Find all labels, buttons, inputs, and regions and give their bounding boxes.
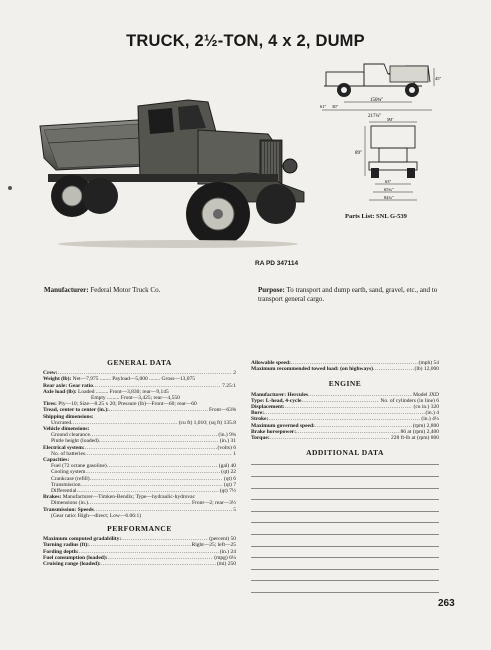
spec-label: Turning radius (ft): bbox=[43, 542, 89, 549]
dim-front-overhang: 61" bbox=[320, 104, 327, 109]
performance-heading: PERFORMANCE bbox=[107, 524, 172, 534]
left-column bbox=[43, 360, 236, 567]
spec-label: (Gear ratio: High—direct; Low—6.06:1) bbox=[51, 512, 142, 519]
dim-wheelbase: 150¾" bbox=[370, 98, 384, 103]
dim-overall-length: 217¼" bbox=[368, 114, 382, 119]
spec-row bbox=[251, 435, 439, 441]
side-view-diagram bbox=[318, 52, 443, 122]
general-data-table bbox=[43, 370, 236, 519]
spec-value: 86 at (rpm) 2,400 bbox=[400, 428, 439, 435]
spec-row bbox=[251, 366, 439, 372]
spec-value: (percent) 50 bbox=[209, 536, 236, 543]
spec-label: Bore: bbox=[251, 410, 265, 417]
dim-overall-width: 90" bbox=[387, 118, 395, 123]
purpose-value: To transport and dump earth, sand, gravel, etc., and to transport general cargo. bbox=[258, 286, 438, 303]
spec-value: (qt) 6 bbox=[223, 475, 236, 482]
truck-photo bbox=[38, 88, 306, 250]
spec-value: (rpm) 2,800 bbox=[412, 422, 439, 429]
manufacturer-label: Manufacturer: bbox=[44, 286, 89, 294]
dim-overall-height: 89" bbox=[355, 151, 363, 156]
spec-value: 1 bbox=[233, 450, 236, 457]
spec-value: (in.) 4 bbox=[425, 410, 439, 417]
leader-dots bbox=[373, 366, 414, 372]
spec-label: Capacities: bbox=[43, 457, 70, 464]
engine-table bbox=[251, 392, 439, 442]
spec-label: Type: L-head, 4-cycle bbox=[251, 397, 302, 404]
spec-label: Axle load (lb): Loaded ......... Front—3,830; rear—9,145 bbox=[43, 388, 169, 395]
spec-value: (cu in.) 320 bbox=[413, 404, 439, 411]
spec-value: (volts) 6 bbox=[217, 444, 236, 451]
blank-rule bbox=[251, 476, 439, 477]
speed-table bbox=[251, 360, 439, 372]
spec-label: Cruising range (loaded): bbox=[43, 561, 101, 568]
spec-label: Differential bbox=[51, 488, 77, 495]
spec-label: Vehicle dimensions: bbox=[43, 426, 90, 433]
spec-value: 5 bbox=[233, 506, 236, 513]
spec-label: Maximum recommended towed load: (on highways) bbox=[251, 366, 373, 373]
blank-rule bbox=[251, 499, 439, 500]
photo-caption: RA PD 347114 bbox=[255, 260, 299, 267]
front-view-diagram bbox=[355, 118, 430, 206]
spec-row bbox=[43, 513, 236, 519]
leader-dots bbox=[101, 561, 216, 567]
page-title: TRUCK, 2½-TON, 4 x 2, DUMP bbox=[126, 32, 365, 50]
spec-value: (mph) 54 bbox=[418, 360, 439, 366]
binder-hole bbox=[8, 186, 12, 190]
spec-value: (in.) 31 bbox=[219, 438, 236, 445]
spec-value: (lb) 12,000 bbox=[414, 366, 439, 373]
dim-tread-front: 63" bbox=[385, 179, 392, 184]
spec-value: (mi) 250 bbox=[216, 561, 236, 568]
spec-label: Fuel (72 octane gasoline) bbox=[51, 463, 107, 470]
leader-dots bbox=[270, 435, 390, 441]
spec-row bbox=[43, 561, 236, 567]
spec-label: Brake horsepower: bbox=[251, 428, 297, 435]
spec-value: (cu ft) 1,010; (sq ft) 135.8 bbox=[178, 419, 236, 426]
blank-rule bbox=[251, 534, 439, 535]
dim-rear-height: 45" bbox=[435, 76, 442, 81]
spec-label: No. of batteries bbox=[51, 450, 86, 457]
page-number: 263 bbox=[438, 598, 455, 609]
spec-value bbox=[235, 513, 236, 519]
spec-value: Model JXD bbox=[413, 391, 439, 398]
blank-rule bbox=[251, 569, 439, 570]
spec-label: Cooling system bbox=[51, 469, 86, 476]
spec-value: 7.25:1 bbox=[222, 382, 236, 389]
blank-rule bbox=[251, 546, 439, 547]
spec-label: Uncrated bbox=[51, 419, 72, 426]
dim-tread-rear: 65¾" bbox=[384, 187, 394, 192]
dim-rear-overhang: 30" bbox=[332, 104, 339, 109]
general-data-heading: GENERAL DATA bbox=[107, 358, 172, 367]
blank-rule bbox=[251, 522, 439, 523]
additional-data-lines bbox=[251, 464, 439, 593]
engine-heading: ENGINE bbox=[328, 379, 362, 389]
spec-value: (mpg) 6¼ bbox=[214, 554, 236, 561]
purpose-label: Purpose: bbox=[258, 286, 285, 294]
spec-label: Transmission bbox=[51, 481, 81, 488]
right-column bbox=[251, 360, 439, 604]
performance-table bbox=[43, 536, 236, 567]
blank-rule bbox=[251, 580, 439, 581]
spec-label: Maximum governed speed: bbox=[251, 422, 315, 429]
additional-data-heading: ADDITIONAL DATA bbox=[306, 448, 384, 458]
blank-rule bbox=[251, 557, 439, 558]
spec-label: Shipping dimensions: bbox=[43, 413, 94, 420]
spec-label: Fuel consumption (loaded): bbox=[43, 554, 108, 561]
spec-value: (gal) 40 bbox=[218, 463, 236, 470]
spec-label: Transmission: Speeds bbox=[43, 506, 94, 513]
spec-value: (in.) 24 bbox=[219, 548, 236, 555]
manufacturer-line bbox=[44, 286, 160, 294]
spec-value: (qt) 22 bbox=[221, 469, 236, 476]
spec-label: Torque: bbox=[251, 435, 270, 442]
spec-label: Tread, center to center (in.): bbox=[43, 407, 109, 414]
spec-label: Pintle height (loaded) bbox=[51, 438, 99, 445]
dim-rear-width: 84¾" bbox=[384, 195, 394, 200]
spec-label: Ground clearance bbox=[51, 432, 90, 439]
spec-value: (in.) 9¾ bbox=[218, 432, 236, 439]
spec-label: Dimensions (in.) bbox=[51, 500, 88, 507]
spec-label: Tires: Ply—10; Size—8.25 x 20; Pressure (lb)—Front—60; rear—60 bbox=[43, 401, 197, 408]
spec-value: (qt) 7½ bbox=[219, 488, 236, 495]
spec-label: Manufacturer: Hercules bbox=[251, 391, 309, 398]
spec-label: Crankcase (refill) bbox=[51, 475, 90, 482]
spec-label: Stroke: bbox=[251, 416, 269, 423]
spec-label: Allowable speed: bbox=[251, 360, 291, 366]
spec-label: Rear axle: Gear ratio bbox=[43, 382, 94, 389]
spec-value: 2 bbox=[233, 370, 236, 377]
blank-rule bbox=[251, 464, 439, 465]
spec-label: Empty ......... Front—3,425; rear—4,550 bbox=[91, 395, 180, 402]
blank-rule bbox=[251, 511, 439, 512]
spec-label: Maximum computed gradability: bbox=[43, 536, 122, 543]
spec-label: Electrical system: bbox=[43, 444, 85, 451]
spec-value: (qt) 7 bbox=[223, 481, 236, 488]
blank-rule bbox=[251, 488, 439, 489]
spec-value: Front—2; rear—3½ bbox=[192, 500, 236, 507]
leader-dots bbox=[141, 513, 235, 519]
spec-label: Displacement: bbox=[251, 404, 285, 411]
purpose-line bbox=[258, 286, 458, 304]
parts-list: Parts List: SNL G-539 bbox=[345, 213, 407, 220]
manufacturer-value: Federal Motor Truck Co. bbox=[90, 286, 161, 294]
spec-value: 228 ft-lb at (rpm) 800 bbox=[391, 435, 439, 442]
spec-value: No. of cylinders (in line) 6 bbox=[380, 397, 439, 404]
spec-label: Weight (lb): Net—7,975 ........ Payload—5,000 ........ Gross—13,075 bbox=[43, 376, 196, 383]
blank-rule bbox=[251, 592, 439, 593]
spec-value: (in.) 4¼ bbox=[421, 416, 439, 423]
spec-value: Front—63⅝ bbox=[208, 407, 236, 414]
spec-label: Brakes: Manufacturer—Timken-Bendix; Type—hydraulic-hydrovac bbox=[43, 494, 196, 501]
spec-label: Fording depth: bbox=[43, 548, 79, 555]
spec-value: Right—25; left—25 bbox=[191, 542, 236, 549]
spec-label: Crew: bbox=[43, 370, 58, 377]
